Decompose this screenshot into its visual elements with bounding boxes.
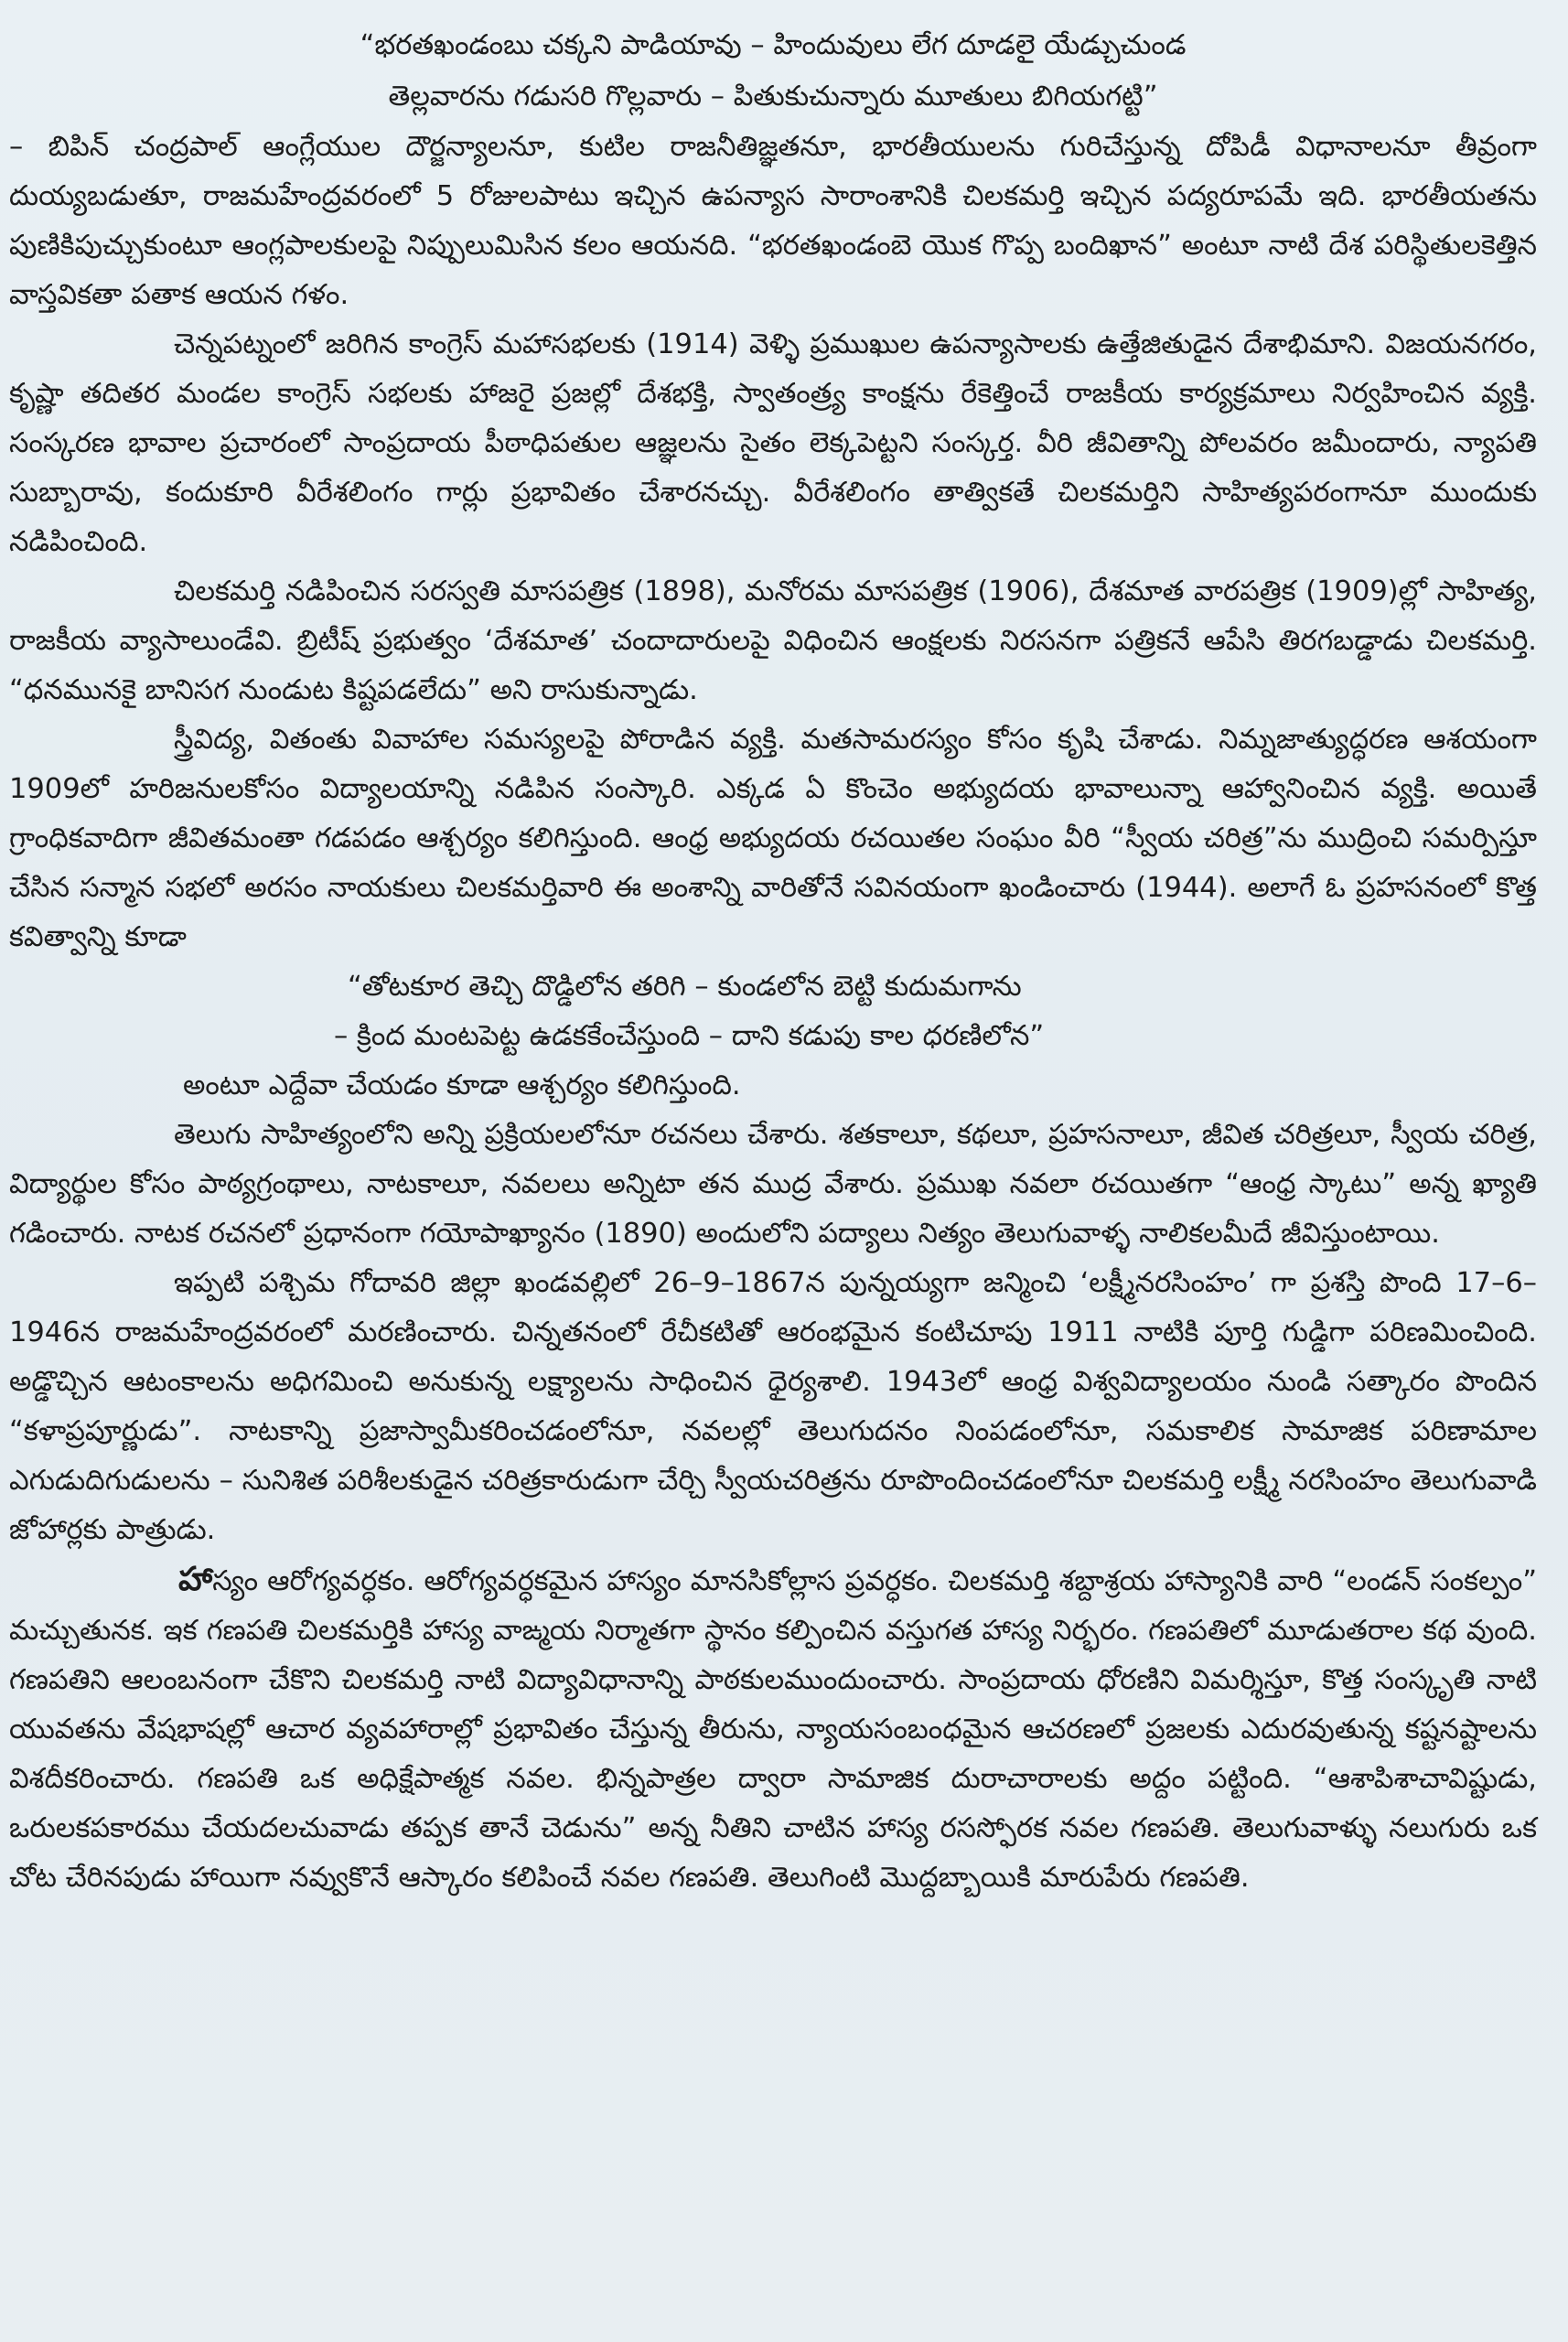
paragraph-hasyam-text: స్యం ఆరోగ్యవర్ధకం. ఆరోగ్యవర్ధకమైన హాస్యం మానసికోల్లాస ప్రవర్ధకం. చిలకమర్తి శబ్దాశ్రయ హాస్యానికి వారి “లండన్ సంకల్పం” మచ్చుతునక. ఇక గణపతి చిలకమర్తికి హాస్య వాఙ్మయ నిర్మాతగా స్థానం కల్పించిన వస్తుగత హాస్య నిర్భరం. గణపతిలో మూడుతరాల కథ వుంది. గణపతిని ఆలంబనంగా చేకొని చిలకమర్తి నాటి విద్యావిధానాన్ని పాఠకులముందుంచారు. సాంప్రదాయ ధోరణిని విమర్శిస్తూ, కొత్త సంస్కృతి నాటి యువతను వేషభాషల్లో ఆచార వ్యవహారాల్లో ప్రభావితం చేస్తున్న తీరును, న్యాయసంబంధమైన ఆచరణలో ప్రజలకు ఎదురవుతున్న కష్టనష్టాలను విశదీకరించారు. గణపతి ఒక అధిక్షేపాత్మక నవల. భిన్నపాత్రల ద్వారా సామాజిక దురాచారాలకు అద్దం పట్టింది. “ఆశాపిశాచావిష్టుడు, ఒరులకపకారము చేయదలచువాడు తప్పక తానే చెడును” అన్న నీతిని చాటిన హాస్య రసస్ఫోరక నవల గణపతి. తెలుగువాళ్ళు నలుగురు ఒక చోట చేరినపుడు హాయిగా నవ్వుకొనే ఆస్కారం కలిపించే నవల గణపతి. తెలుగింటి మొద్దబ్బాయికి మారుపేరు గణపతి. (9, 1565, 1537, 1894)
opening-verse-line-2: తెల్లవారను గడుసరి గొల్లవారు – పితుకుచున్నారు మూతులు బిగియగట్టి” (388, 81, 1158, 113)
paragraph-rachanalu: తెలుగు సాహిత్యంలోని అన్ని ప్రక్రియలలోనూ రచనలు చేశారు. శతకాలూ, కథలూ, ప్రహసనాలూ, జీవిత చరిత్రలూ, స్వీయ చరిత్ర, విద్యార్థుల కోసం పాఠ్యగ్రంథాలు, నాటకాలూ, నవలలు అన్నిటా తన ముద్ర వేశారు. ప్రముఖ నవలా రచయితగా “ఆంధ్ర స్కాటు” అన్న ఖ్యాతి గడించారు. నాటక రచనలో ప్రధానంగా గయోపాఖ్యానం (1890) అందులోని పద్యాలు నిత్యం తెలుగువాళ్ళ నాలికలమీదే జీవిస్తుంటాయి. (9, 1119, 1537, 1250)
paragraph-bipin-chandrapal: – బిపిన్ చంద్రపాల్ ఆంగ్లేయుల దౌర్జన్యాలనూ, కుటిల రాజనీతిజ్ఞతనూ, భారతీయులను గురిచేస్తున్న దోపిడీ విధానాలనూ తీవ్రంగా దుయ్యబడుతూ, రాజమహేంద్రవరంలో 5 రోజులపాటు ఇచ్చిన ఉపన్యాస సారాంశానికి చిలకమర్తి ఇచ్చిన పద్యరూపమే ఇది. భారతీయతను పుణికిపుచ్చుకుంటూ ఆంగ్లపాలకులపై నిప్పులుమిసిన కలం ఆయనది. “భరతఖండంబె యొక గొప్ప బందిఖాన” అంటూ నాటి దేశ పరిస్థితులకెత్తిన వాస్తవికతా పతాక ఆయన గళం. (9, 131, 1537, 311)
inline-verse (9, 962, 1537, 1061)
paragraph-hasyam (9, 1555, 1537, 1903)
paragraph-congress-sabhalu: చెన్నపట్నంలో జరిగిన కాంగ్రెస్ మహాసభలకు (1914) వెళ్ళి ప్రముఖుల ఉపన్యాసాలకు ఉత్తేజితుడైన దేశాభిమాని. విజయనగరం, కృష్ణా తదితర మండల కాంగ్రెస్ సభలకు హాజరై ప్రజల్లో దేశభక్తి, స్వాతంత్ర్య కాంక్షను రేకెత్తించే రాజకీయ కార్యక్రమాలు నిర్వహించిన వ్యక్తి. సంస్కరణ భావాల ప్రచారంలో సాంప్రదాయ పీఠాధిపతుల ఆజ్ఞలను సైతం లెక్కపెట్టని సంస్కర్త. వీరి జీవితాన్ని పోలవరం జమీందారు, న్యాపతి సుబ్బారావు, కందుకూరి వీరేశలింగం గార్లు ప్రభావితం చేశారనచ్చు. వీరేశలింగం తాత్వికతే చిలకమర్తిని సాహిత్యపరంగానూ ముందుకు నడిపించింది. (9, 328, 1537, 558)
paragraph-patrikalu: చిలకమర్తి నడిపించిన సరస్వతి మాసపత్రిక (1898), మనోరమ మాసపత్రిక (1906), దేశమాత వారపత్రిక (1909)ల్లో సాహిత్య, రాజకీయ వ్యాసాలుండేవి. బ్రిటీష్ ప్రభుత్వం ‘దేశమాత’ చందాదారులపై విధించిన ఆంక్షలకు నిరసనగా పత్రికనే ఆపేసి తిరగబడ్డాడు చిలకమర్తి. “ధనమునకై బానిసగ నుండుట కిష్టపడలేదు” అని రాసుకున్నాడు. (9, 575, 1537, 706)
paragraph-jeevitham: ఇప్పటి పశ్చిమ గోదావరి జిల్లా ఖండవల్లిలో 26–9–1867న పున్నయ్యగా జన్మించి ‘లక్ష్మీనరసింహం’ గా ప్రశస్తి పొంది 17–6–1946న రాజమహేంద్రవరంలో మరణించారు. చిన్నతనంలో రేచీకటితో ఆరంభమైన కంటిచూపు 1911 నాటికి పూర్తి గుడ్డిగా పరిణమించింది. అడ్డొచ్చిన ఆటంకాలను అధిగమించి అనుకున్న లక్ష్యాలను సాధించిన ధైర్యశాలి. 1943లో ఆంధ్ర విశ్వవిద్యాలయం నుండి సత్కారం పొందిన “కళాప్రపూర్ణుడు”. నాటకాన్ని ప్రజాస్వామీకరించడంలోనూ, నవలల్లో తెలుగుదనం నింపడంలోనూ, సమకాలిక సామాజిక పరిణామాల ఎగుడుదిగుడులను – సునిశిత పరిశీలకుడైన చరిత్రకారుడుగా చేర్చి స్వీయచరిత్రను రూపొందించడంలోనూ చిలకమర్తి లక్ష్మీ నరసింహం తెలుగువాడి జోహార్లకు పాత్రుడు. (9, 1267, 1537, 1546)
dropcap-letter: హా (178, 1561, 213, 1598)
paragraph-after-verse: అంటూ ఎద్దేవా చేయడం కూడా ఆశ్చర్యం కలిగిస్తుంది. (183, 1069, 741, 1101)
opening-verse-line-1: “భరతఖండంబు చక్కని పాడియావు – హిందువులు లేగ దూడలై యేడ్చుచుండ (360, 29, 1187, 61)
paragraph-samskarana: స్త్రీవిద్య, వితంతు వివాహాల సమస్యలపై పోరాడిన వ్యక్తి. మతసామరస్యం కోసం కృషి చేశాడు. నిమ్నజాత్యుద్ధరణ ఆశయంగా 1909లో హరిజనులకోసం విద్యాలయాన్ని నడిపిన సంస్కారి. ఎక్కడ ఏ కొంచెం అభ్యుదయ భావాలున్నా ఆహ్వానించిన వ్యక్తి. అయితే గ్రాంధికవాదిగా జీవితమంతా గడపడం ఆశ్చర్యం కలిగిస్తుంది. ఆంధ్ర అభ్యుదయ రచయితల సంఘం వీరి “స్వీయ చరిత్ర”ను ముద్రించి సమర్పిస్తూ చేసిన సన్మాన సభలో అరసం నాయకులు చిలకమర్తివారి ఈ అంశాన్ని వారితోనే సవినయంగా ఖండించారు (1944). అలాగే ఓ ప్రహసనంలో కొత్త కవిత్వాన్ని కూడా (9, 724, 1537, 953)
inline-verse-line-2: – క్రింద మంటపెట్ట ఉడకకేంచేస్తుంది – దాని కడుపు కాల ధరణిలోన” (334, 1020, 1045, 1052)
inline-verse-line-1: “తోటకూర తెచ్చి దొడ్డిలోన తరిగి – కుండలోన బెట్టి కుదుమగాను (348, 971, 1022, 1003)
opening-verse (9, 20, 1537, 123)
